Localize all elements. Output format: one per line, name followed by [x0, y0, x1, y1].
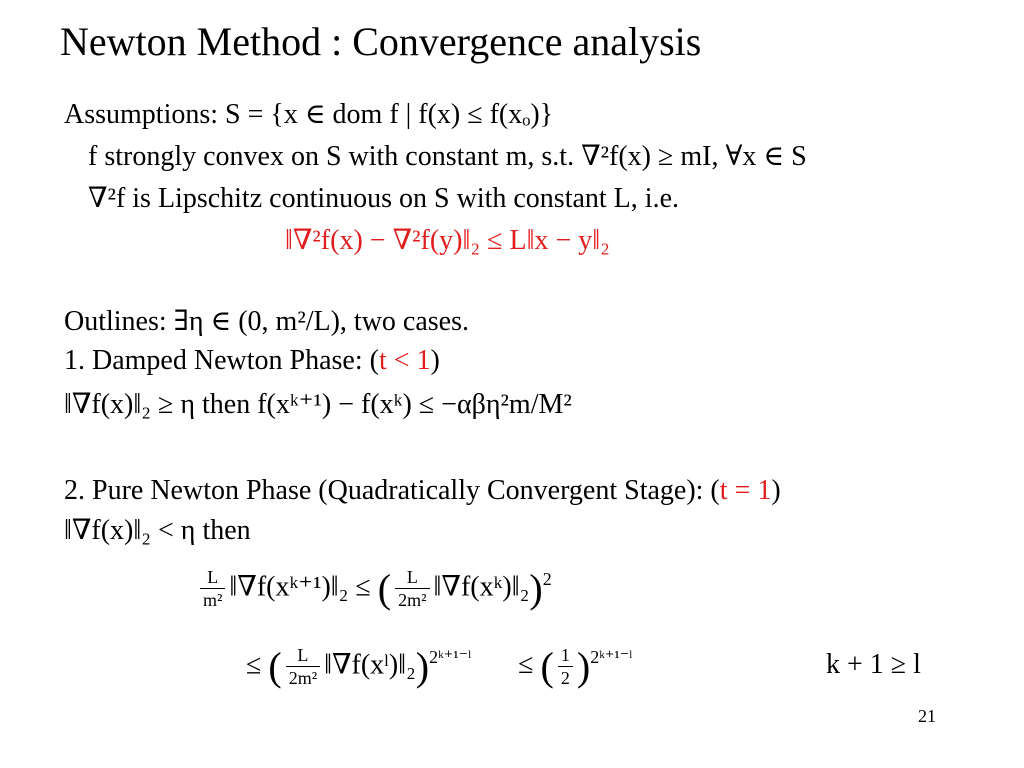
outlines-line: Outlines: ∃η ∈ (0, m²/L), two cases. — [64, 306, 470, 337]
damped-phase-condition: t < 1 — [378, 345, 431, 376]
eq1-lhs-numerator: L — [200, 566, 225, 589]
eq2-half-numerator: 1 — [558, 644, 573, 667]
eq2-numerator: L — [286, 644, 320, 667]
eq1-rhs-denominator: 2m² — [398, 590, 427, 611]
eq1-lhs-fraction — [200, 566, 225, 611]
eq1-rhs-numerator: L — [395, 566, 429, 589]
pure-phase-line — [64, 474, 781, 508]
page-title: Newton Method : Convergence analysis — [60, 19, 702, 64]
eq2-denominator: 2m² — [288, 668, 318, 689]
damped-phase-inequality: ‖∇f(x)‖₂ ≥ η then f(xᵏ⁺¹) − f(xᵏ) ≤ −αβη²m/M² — [64, 389, 572, 420]
eq2-fraction — [286, 644, 320, 689]
lipschitz-line: ∇²f is Lipschitz continuous on S with constant L, i.e. — [88, 183, 679, 214]
eq1-lhs-denominator: m² — [203, 590, 223, 611]
eq2-half-open-paren: ( — [540, 643, 554, 689]
set-definition: S = {x ∈ dom f | f(x) ≤ f(xₒ)} — [225, 99, 554, 130]
eq2-leq2: ≤ — [518, 649, 534, 681]
eq1-open-paren: ( — [377, 565, 392, 611]
eq1-lhs: ‖∇f(xᵏ⁺¹)‖₂ ≤ — [229, 571, 371, 603]
equation-1 — [196, 562, 552, 611]
damped-phase-close: ) — [430, 345, 440, 376]
eq2-leq: ≤ — [246, 649, 262, 681]
eq2-exponent: 2ᵏ⁺¹⁻ˡ — [429, 647, 472, 667]
lipschitz-inequality: ‖∇²f(x) − ∇²f(y)‖₂ ≤ L‖x − y‖₂ — [285, 225, 610, 256]
eq2-half-close-paren: ) — [576, 643, 591, 689]
eq2-middle: ‖∇f(xˡ)‖₂ — [324, 649, 416, 681]
eq2-exponent2: 2ᵏ⁺¹⁻ˡ — [590, 647, 633, 667]
pure-phase-inequality: ‖∇f(x)‖₂ < η then — [64, 515, 251, 546]
eq2-close-paren: ) — [415, 643, 430, 689]
damped-phase-line — [64, 344, 440, 378]
eq2-open-paren: ( — [268, 643, 282, 689]
assumptions-line — [64, 98, 553, 132]
eq2-half-denominator: 2 — [560, 668, 570, 689]
eq1-exponent: 2 — [542, 569, 552, 589]
pure-phase-text: 2. Pure Newton Phase (Quadratically Convergent Stage): ( — [64, 475, 720, 506]
eq1-close-paren: ) — [529, 565, 543, 611]
pure-phase-close: ) — [771, 475, 781, 506]
equation-2 — [246, 640, 632, 689]
eq1-rhs-fraction — [395, 566, 429, 611]
pure-phase-condition: t = 1 — [719, 475, 772, 506]
strong-convexity-line: f strongly convex on S with constant m, s.t. ∇²f(x) ≥ mI, ∀x ∈ S — [88, 141, 807, 172]
eq2-half-fraction — [558, 644, 573, 689]
page-number: 21 — [918, 706, 936, 726]
assumptions-label: Assumptions: — [64, 99, 226, 130]
eq1-rhs: ‖∇f(xᵏ)‖₂ — [433, 571, 530, 603]
damped-phase-text: 1. Damped Newton Phase: ( — [64, 345, 379, 376]
eq2-condition: k + 1 ≥ l — [826, 649, 921, 680]
